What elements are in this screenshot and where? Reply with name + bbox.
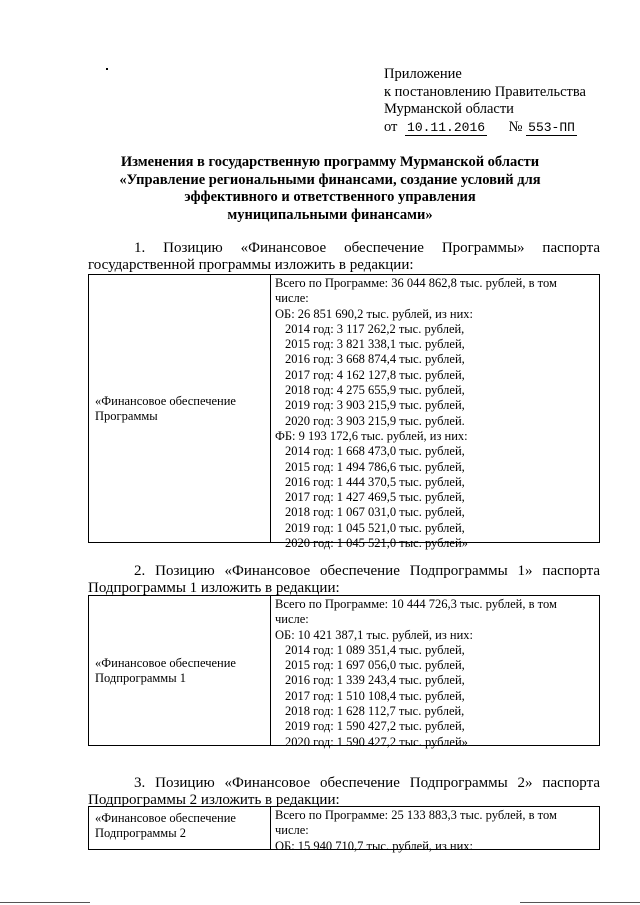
scan-edge-line-left (0, 902, 90, 903)
section-2-paragraph (88, 563, 600, 597)
number-prefix: № (508, 118, 523, 135)
section-1-fb-2020: 2020 год: 1 045 521,0 тыс. рублей» (285, 536, 468, 551)
section-2-ob-2017: 2017 год: 1 510 108,4 тыс. рублей, (285, 688, 465, 703)
section-2-ob-header: ОБ: 10 421 387,1 тыс. рублей, из них: (275, 627, 474, 642)
appendix-line-3: Мурманской области (384, 101, 514, 117)
section-1-fb-2018: 2018 год: 1 067 031,0 тыс. рублей, (285, 505, 465, 520)
section-3-total-line-2: числе: (275, 823, 309, 838)
section-1-fb-2019: 2019 год: 1 045 521,0 тыс. рублей, (285, 520, 465, 535)
section-1-fb-2015: 2015 год: 1 494 786,6 тыс. рублей, (285, 459, 465, 474)
section-3-paragraph (88, 775, 600, 809)
section-3-table (88, 806, 600, 853)
section-1-ob-2020: 2020 год: 3 903 215,9 тыс. рублей. (285, 413, 465, 428)
section-1-ob-2018: 2018 год: 4 275 655,9 тыс. рублей, (285, 383, 465, 398)
decree-date: 10.11.2016 (407, 119, 486, 135)
date-prefix: от (384, 118, 398, 135)
section-2-total-line-2: числе: (275, 612, 309, 627)
section-2-value-cell (271, 596, 599, 749)
section-1-paragraph (88, 240, 600, 274)
section-1-ob-header: ОБ: 26 851 690,2 тыс. рублей, из них: (275, 306, 474, 321)
section-1-line-1: 1. Позицию «Финансовое обеспечение Программы» паспорта (134, 240, 600, 256)
appendix-line-2: к постановлению Правительства (384, 83, 586, 100)
section-3-value-cell (271, 807, 599, 853)
section-2-label-cell (89, 596, 271, 745)
section-2-total-line-1: Всего по Программе: 10 444 726,3 тыс. рублей, в том (275, 597, 557, 611)
document-title (80, 154, 580, 224)
section-1-ob-2016: 2016 год: 3 668 874,4 тыс. рублей, (285, 352, 465, 367)
section-1-ob-2014: 2014 год: 3 117 262,2 тыс. рублей, (285, 321, 465, 336)
appendix-line-1: Приложение (384, 66, 462, 82)
title-line-1: Изменения в государственную программу Мурманской области (120, 154, 540, 170)
decree-number: 553-ПП (528, 119, 575, 135)
section-3-label-line-1: «Финансовое обеспечение (95, 811, 236, 825)
section-1-ob-2015: 2015 год: 3 821 338,1 тыс. рублей, (285, 337, 465, 352)
scan-edge-line-right (520, 902, 640, 903)
section-1-label-line-1: «Финансовое обеспечение (95, 393, 236, 408)
title-line-3: эффективного и ответственного управления (184, 189, 476, 205)
section-2-ob-2020: 2020 год: 1 590 427,2 тыс. рублей» (285, 734, 468, 749)
title-line-4: муниципальными финансами» (227, 206, 433, 223)
section-2-ob-2015: 2015 год: 1 697 056,0 тыс. рублей, (285, 658, 465, 673)
section-2-line-2: Подпрограммы 1 изложить в редакции: (88, 580, 340, 596)
section-3-line-1: 3. Позицию «Финансовое обеспечение Подпрограммы 2» паспорта (134, 775, 600, 791)
section-1-table (88, 274, 600, 551)
title-line-2: «Управление региональными финансами, создание условий для (119, 171, 541, 188)
section-3-line-2: Подпрограммы 2 изложить в редакции: (88, 792, 340, 808)
section-3-total-line-1: Всего по Программе: 25 133 883,3 тыс. рублей, в том (275, 808, 557, 822)
scan-speck (106, 68, 108, 70)
section-2-table (88, 595, 600, 749)
section-1-label-line-2: Программы (95, 408, 158, 423)
section-2-ob-2014: 2014 год: 1 089 351,4 тыс. рублей, (285, 642, 465, 657)
section-3-label-cell (89, 807, 271, 849)
section-2-ob-2018: 2018 год: 1 628 112,7 тыс. рублей, (285, 704, 465, 719)
section-3-label-line-2: Подпрограммы 2 (95, 826, 186, 840)
section-2-label-line-2: Подпрограммы 1 (95, 670, 186, 685)
section-1-total-line-2: числе: (275, 291, 309, 306)
section-2-ob-2019: 2019 год: 1 590 427,2 тыс. рублей, (285, 719, 465, 734)
section-1-fb-2014: 2014 год: 1 668 473,0 тыс. рублей, (285, 444, 465, 459)
appendix-date-line (384, 119, 586, 137)
section-2-line-1: 2. Позицию «Финансовое обеспечение Подпрограммы 1» паспорта (134, 563, 600, 579)
section-1-fb-2016: 2016 год: 1 444 370,5 тыс. рублей, (285, 474, 465, 489)
section-1-fb-header: ФБ: 9 193 172,6 тыс. рублей, из них: (275, 428, 468, 443)
section-2-label-line-1: «Финансовое обеспечение (95, 655, 236, 670)
section-1-label-cell (89, 275, 271, 542)
section-1-line-2: государственной программы изложить в редакции: (88, 257, 414, 273)
section-1-fb-2017: 2017 год: 1 427 469,5 тыс. рублей, (285, 490, 465, 505)
section-1-value-cell (271, 275, 599, 551)
section-2-ob-2016: 2016 год: 1 339 243,4 тыс. рублей, (285, 673, 465, 688)
section-1-total-line-1: Всего по Программе: 36 044 862,8 тыс. рублей, в том (275, 276, 557, 290)
section-1-ob-2019: 2019 год: 3 903 215,9 тыс. рублей, (285, 398, 465, 413)
appendix-block (384, 66, 586, 136)
section-3-ob-header: ОБ: 15 940 710,7 тыс. рублей, из них: (275, 838, 474, 853)
section-1-ob-2017: 2017 год: 4 162 127,8 тыс. рублей, (285, 367, 465, 382)
